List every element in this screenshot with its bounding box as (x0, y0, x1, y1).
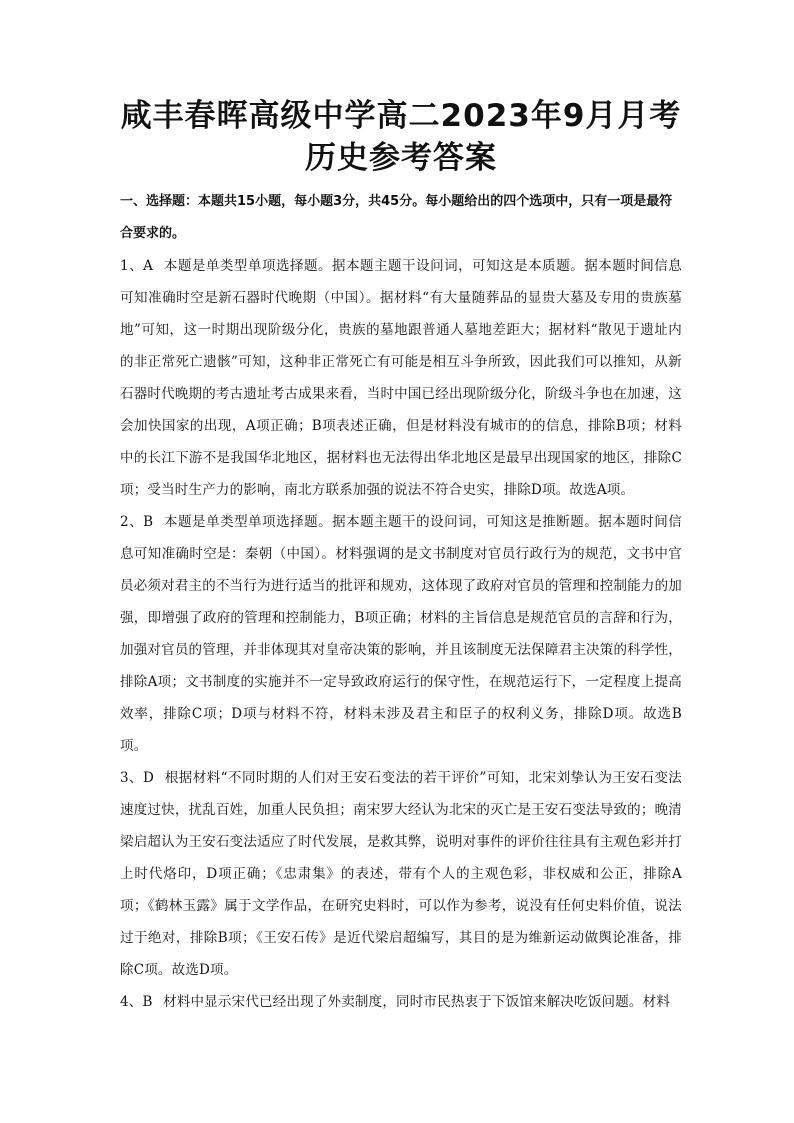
answer-item-4 (120, 986, 682, 1018)
section-heading: 一、选择题：本题共15小题，每小题3分，共45分。每小题给出的四个选项中，只有一项是最符合要求的。 (120, 194, 673, 241)
page-title: 咸丰春晖高级中学高二2023年9月月考 (120, 98, 682, 134)
answer-label: 3、D (120, 770, 155, 786)
answer-item-3 (120, 762, 682, 986)
answer-item-2 (120, 506, 682, 762)
answer-explanation: 材料中显示宋代已经出现了外卖制度，同时市民热衷于下饭馆来解决吃饭问题。材料 (163, 994, 671, 1010)
page-subtitle: 历史参考答案 (305, 140, 497, 176)
answer-explanation: 本题是单类型单项选择题。据本题主题干设问词，可知这是本质题。据本题时间信息可知准确时空是新石器时代晚期（中国）。据材料“有大量随葬品的显贵大墓及专用的贵族墓地”可知，这一时期出现阶级分化，贵族的墓地跟普通人墓地差距大；据材料“散见于遗址内的非正常死亡遗骸”可知，这种非正常死亡有可能是相互斗争所致，因此我们可以推知，从新石器时代晚期的考古遗址考古成果来看，当时中国已经出现阶级分化，阶级斗争也在加速，这会加快国家的出现，A项正确；B项表述正确，但是材料没有城市的的信息，排除B项；材料中的长江下游不是我国华北地区，据材料也无法得出华北地区是最早出现国家的地区，排除C项；受当时生产力的影响，南北方联系加强的说法不符合史实，排除D项。故选A项。 (120, 258, 682, 498)
answer-item-1 (120, 250, 682, 506)
answer-label: 2、B (120, 514, 154, 530)
answer-label: 1、A (120, 258, 154, 274)
answer-explanation: 根据材料“不同时期的人们对王安石变法的若干评价”可知，北宋刘挚认为王安石变法速度过快，扰乱百姓，加重人民负担；南宋罗大经认为北宋的灭亡是王安石变法导致的；晚清梁启超认为王安石变法适应了时代发展，是救其弊，说明对事件的评价往往具有主观色彩并打上时代烙印，D项正确；《忠肃集》的表述，带有个人的主观色彩，非权威和公正，排除A项；《鹤林玉露》属于文学作品，在研究史料时，可以作为参考，说没有任何史料价值，说法过于绝对，排除B项；《王安石传》是近代梁启超编写，其目的是为维新运动做舆论准备，排除C项。故选D项。 (120, 770, 682, 978)
answer-explanation: 本题是单类型单项选择题。据本题主题干的设问词，可知这是推断题。据本题时间信息可知准确时空是：秦朝（中国）。材料强调的是文书制度对官员行政行为的规范，文书中官员必须对君主的不当行为进行适当的批评和规劝，这体现了政府对官员的管理和控制能力的加强，即增强了政府的管理和控制能力，B项正确；材料的主旨信息是规范官员的言辞和行为，加强对官员的管理，并非体现其对皇帝决策的影响，并且该制度无法保障君主决策的科学性，排除A项；文书制度的实施并不一定导致政府运行的保守性，在规范运行下，一定程度上提高效率，排除C项；D项与材料不符，材料未涉及君主和臣子的权利义务，排除D项。故选B项。 (120, 514, 682, 754)
answer-label: 4、B (120, 994, 153, 1010)
